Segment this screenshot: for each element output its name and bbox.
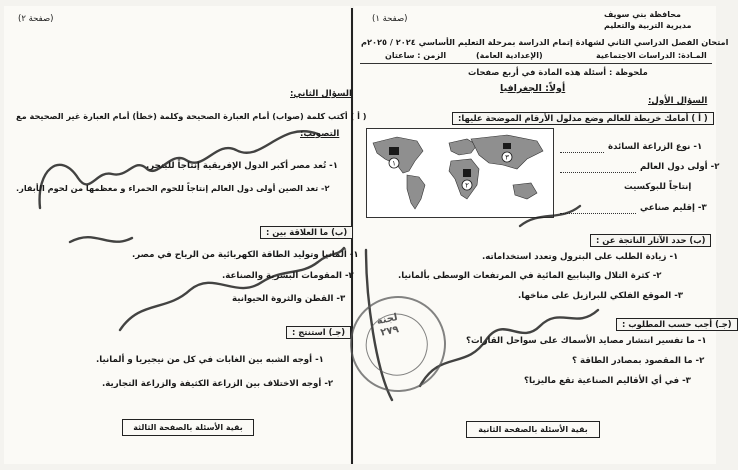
q1a-item-3: ٣- إقليم صناعي <box>640 203 707 213</box>
answer-line-2 <box>560 172 636 173</box>
stamp-line-1: لجنة <box>375 312 399 328</box>
q1b-item-3: ٣- الموقع الفلكي للبرازيل على مناخها. <box>518 291 684 301</box>
page-number-2: (صفحة ٢) <box>18 14 54 24</box>
map-label-2: ٢ <box>465 181 469 190</box>
q1c-item-2: ٢- ما المقصود بمصادر الطاقة ؟ <box>572 356 705 366</box>
question-2a-instruction: ( أ ) أكتب كلمة (صواب) أمام العبارة الصحيحة وكلمة (خطأ) أمام العبارة غير الصحيحة مع <box>16 111 367 121</box>
map-label-1: ١ <box>392 159 396 168</box>
question-1c-title: (جـ) أجب حسب المطلوب : <box>616 318 738 331</box>
question-1-title: السؤال الأول: <box>648 96 708 106</box>
q2c-item-1: ١- أوجه الشبه بين الغابات في كل من نيجيريا و ألمانيا. <box>96 355 324 365</box>
map-south-america <box>407 175 425 209</box>
question-2-title: السؤال الثاني: <box>290 89 352 99</box>
q1b-item-2: ٢- كثرة التلال والينابيع المائية في المرتفعات الوسطى بألمانيا. <box>398 271 662 281</box>
q2b-item-2: ٢- المقومات البشرية والصناعة. <box>222 271 354 281</box>
question-2c-title: (جـ) استنتج : <box>286 326 351 339</box>
map-australia <box>513 183 537 199</box>
directorate-label: مديرية التربية والتعليم <box>604 21 692 30</box>
footer-page-1: بقية الأسئلة بالصفحة الثانية <box>466 421 600 438</box>
time-label: الزمن : ساعتان <box>385 51 447 60</box>
answer-line-3 <box>560 213 636 214</box>
subject-label: المـادة: الدراسات الاجتماعية <box>596 51 707 60</box>
notice-label: ملحوظة : أسئلة هذه المادة في أربع صفحات <box>468 67 648 77</box>
answer-line-1 <box>560 152 604 153</box>
grade-label: (الإعدادية العامة) <box>476 51 543 60</box>
map-marker-region-1 <box>389 147 399 155</box>
world-map <box>366 128 554 218</box>
world-map-drawing <box>367 129 553 217</box>
q1c-item-3: ٣- في أي الأقاليم الصناعية تقع ماليزيا؟ <box>524 376 691 386</box>
q1c-item-1: ١- ما تفسير انتشار مصايد الأسماك على سواحل القارات؟ <box>466 336 707 346</box>
map-marker-region-3 <box>503 143 511 149</box>
map-label-3: ٣ <box>505 153 509 162</box>
section-title: أولاً: الجغرافيا <box>500 83 566 94</box>
question-1a-instruction: ( أ ) أمامك خريطة للعالم وضع مدلول الأرقام الموضحة عليها: <box>452 112 714 125</box>
stamp-line-2: ٢٧٩ <box>379 324 400 339</box>
exam-title: امتحان الفصل الدراسي الثاني لشهادة إتمام الدراسة بمرحلة التعليم الأساسي ٢٠٢٤ / ٢٠٢٥م <box>361 37 729 47</box>
q1b-item-1: ١- زيادة الطلب على البترول وتعدد استخداماته. <box>482 252 679 262</box>
map-africa <box>449 159 479 199</box>
page-number-1: (صفحة ١) <box>372 14 408 24</box>
q2a-item-1: ١- تُعد مصر أكبر الدول الإفريقية إنتاجاً للبنجر. <box>146 161 339 171</box>
q2c-item-2: ٢- أوجه الاختلاف بين الزراعة الكثيفة والزراعة التجارية. <box>102 379 334 389</box>
q2b-item-1: ١- ألمانيا وتوليد الطاقة الكهربائية من الرياح في مصر. <box>132 250 359 260</box>
q1a-item-2b: إنتاجاً للبوكسيت <box>624 182 692 192</box>
q1a-item-1: ١- نوع الزراعة السائدة <box>608 142 703 152</box>
question-2b-title: (ب) ما العلاقة بين : <box>260 226 353 239</box>
header-rule <box>360 63 712 64</box>
question-1b-title: (ب) حدد الآثار الناتجة عن : <box>590 234 711 247</box>
question-2a-sub: التصويب: <box>300 129 340 139</box>
footer-page-2: بقية الأسئلة بالصفحة الثالثة <box>122 419 254 436</box>
map-marker-region-2 <box>463 169 471 177</box>
q1a-item-2: ٢- أولى دول العالم <box>640 162 720 172</box>
q2b-item-3: ٣- القطن والثروة الحيوانية <box>232 294 346 304</box>
q2a-item-2: ٢- تعد الصين أولى دول العالم إنتاجاً للحوم الحمراء و معظمها من لحوم الأبقار. <box>16 183 330 193</box>
governorate-label: محافظة بني سويف <box>604 10 681 19</box>
